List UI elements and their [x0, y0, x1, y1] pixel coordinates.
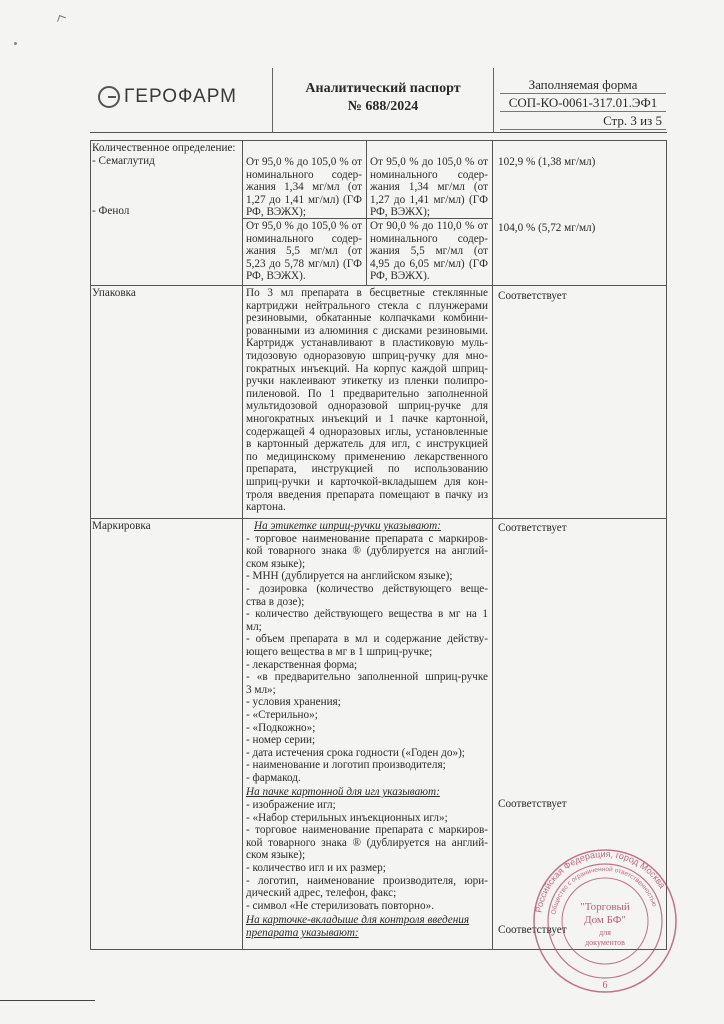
marking-line: - «Подкожно»; — [246, 721, 316, 734]
needle-box-section-title: На пачке картонной для игл указывают: — [246, 786, 440, 799]
assay-spec-semaglutide-release — [370, 156, 488, 219]
packaging-line: многократных инъекций и 1 пачке картонной, — [246, 412, 488, 425]
packaging-line: в картонный держатель для игл, с инструкцией — [246, 438, 488, 451]
marking-line: кой товарного знака ® (дублируется на англий- — [246, 545, 488, 558]
marking-line: - условия хранения; — [246, 696, 341, 709]
packaging-line: По 3 мл препарата в бесцветные стеклянные — [246, 287, 488, 299]
packaging-line: препарата, инструкцией по использованию — [246, 463, 488, 476]
spec-line: жания 1,34 мг/мл (от — [246, 181, 362, 194]
marking-line: кой товарного знака ® (дублируется на англий- — [246, 836, 488, 849]
spec-line: номинального содер- — [370, 232, 488, 245]
marking-line: - наименование и логотип производителя; — [246, 759, 446, 772]
marking-line: - объем препарата в мл и содержание действу- — [246, 633, 488, 646]
marking-line: - «Стерильно»; — [246, 708, 318, 721]
spec-line: 1,27 до 1,41 мг/мл) (ГФ — [370, 193, 488, 206]
header-divider — [272, 68, 273, 132]
packaging-line: гократных инъекций. На корпус каждой шприц- — [246, 362, 488, 375]
marking-line: - торговое наименование препарата с маркиров- — [246, 532, 488, 545]
page-number: Стр. 3 из 5 — [500, 112, 666, 130]
spec-line: номинального содер- — [246, 168, 362, 181]
spec-line: жания 1,34 мг/мл (от — [370, 181, 488, 194]
footer-rule — [0, 1000, 95, 1001]
spec-line: От 90,0 % до 110,0 % от — [370, 220, 488, 232]
spec-line: РФ, ВЭЖХ). — [370, 270, 430, 283]
packaging-line: Картридж устанавливают в пластиковую муль- — [246, 337, 488, 350]
marking-text — [246, 520, 488, 940]
assay-result-phenol: 104,0 % (5,72 мг/мл) — [498, 222, 596, 234]
packaging-text — [246, 287, 488, 514]
document-header — [90, 68, 667, 133]
form-label: Заполняемая форма — [500, 76, 666, 94]
assay-result-semaglutide: 102,9 % (1,38 мг/мл) — [498, 156, 596, 168]
marking-line: мл; — [246, 620, 262, 633]
marking-result-syringe: Соответствует — [498, 522, 567, 534]
assay-spec-phenol-release — [370, 220, 488, 283]
packaging-line: содержащей 4 одноразовых иглы, установленные — [246, 425, 488, 438]
spec-line: 5,23 до 5,78 мг/мл) (ГФ — [246, 257, 362, 270]
packaging-line: троля введения препарата помещают в пачку из — [246, 488, 488, 501]
header-divider — [493, 68, 494, 132]
stamp-center-line-2: Дом БФ" — [584, 914, 626, 926]
marking-line: - изображение игл; — [246, 799, 336, 812]
spec-line: РФ, ВЭЖХ); — [246, 206, 306, 219]
assay-spec-semaglutide — [246, 156, 362, 219]
spec-line: От 95,0 % до 105,0 % от — [370, 156, 488, 168]
spec-line: жания 5,5 мг/мл (от — [246, 245, 362, 258]
company-logo — [96, 80, 236, 120]
packaging-line: тидозовую одноразовую шприц-ручку для мно- — [246, 349, 488, 362]
stamp-number: 6 — [602, 980, 608, 991]
spec-line: От 95,0 % до 105,0 % от — [246, 156, 362, 168]
marking-line: - фармакод. — [246, 771, 301, 784]
analysis-table — [90, 140, 667, 950]
company-name: ГЕРОФАРМ — [124, 86, 237, 107]
spec-line: РФ, ВЭЖХ); — [370, 206, 430, 219]
assay-title: Количественное определение: — [92, 142, 236, 154]
marking-line: ства в дозе); — [246, 595, 305, 608]
marking-line: - «Набор стерильных инъекционных игл»; — [246, 811, 448, 824]
marking-line: - торговое наименование препарата с маркиров- — [246, 824, 488, 837]
marking-line: ском языке); — [246, 849, 306, 862]
marking-line: - МНН (дублируется на английском языке); — [246, 570, 453, 583]
stamp-center-line-1: "Торговый — [580, 901, 630, 913]
title-line-1: Аналитический паспорт — [305, 81, 461, 96]
scan-mark — [57, 15, 66, 24]
stamp-ring-text: Общество с ограниченной ответственностью — [550, 865, 658, 916]
form-info — [500, 76, 666, 130]
spec-line: От 95,0 % до 105,0 % от — [246, 220, 362, 232]
row-line — [90, 140, 667, 141]
syringe-label-section-title: На этикетке шприц-ручки указывают: — [254, 520, 441, 532]
row-line — [90, 518, 667, 519]
packaging-line: по медицинскому применению лекарственного — [246, 450, 488, 463]
packaging-line: пиленовой. По 1 предварительно заполненной — [246, 387, 488, 400]
marking-line: - «в предварительно заполненной шприц-ручке — [246, 671, 488, 684]
assay-semaglutide-label: - Семаглутид — [92, 154, 155, 167]
title-line-2: № 688/2024 — [347, 99, 419, 114]
stamp-center-line-3: для — [599, 928, 611, 937]
form-code: СОП-КО-0061-317.01.ЭФ1 — [500, 94, 666, 112]
packaging-line: шприц-ручки и карточкой-вкладышем для кон- — [246, 475, 488, 488]
packaging-line: картона. — [246, 501, 286, 514]
assay-phenol-label: - Фенол — [92, 205, 130, 218]
spec-line: жания 5,5 мг/мл (от — [370, 245, 488, 258]
column-line — [492, 140, 493, 950]
marking-line: - символ «Не стерилизовать повторно». — [246, 899, 435, 912]
marking-line: ском языке); — [246, 557, 306, 570]
marking-line: - количество действующего вещества в мг на 1 — [246, 608, 488, 621]
marking-result-insert: Соответствует — [498, 924, 567, 936]
marking-name: Маркировка — [92, 520, 151, 532]
packaging-line: рованными из алюминия с дисками резиновыми. — [246, 324, 488, 337]
column-line — [666, 140, 667, 950]
packaging-line: резиновыми, обкатанные колпачками комбини- — [246, 312, 488, 325]
column-line — [242, 140, 243, 950]
marking-line: ющего вещества в мг в 1 шприц-ручке; — [246, 645, 433, 658]
document-title — [280, 80, 486, 116]
marking-line: 3 мл»; — [246, 683, 276, 696]
company-stamp — [532, 848, 678, 994]
marking-line: дический адрес, телефон, факс; — [246, 887, 397, 900]
insert-card-section-title: На карточке-вкладыше для контроля введения — [246, 914, 470, 927]
insert-card-section-title-cont: препарата указывают: — [246, 927, 359, 939]
assay-spec-phenol — [246, 220, 362, 283]
marking-line: - дата истечения срока годности («Годен до»); — [246, 746, 465, 759]
packaging-result: Соответствует — [498, 290, 567, 302]
assay-name — [92, 142, 240, 218]
packaging-line: ручки наклеивают этикетку из пленки полипро- — [246, 375, 488, 388]
spec-line: номинального содер- — [246, 232, 362, 245]
marking-line: - дозировка (количество действующего веще- — [246, 582, 488, 595]
spec-line: 4,95 до 6,05 мг/мл) (ГФ — [370, 257, 488, 270]
column-line — [90, 140, 91, 950]
packaging-line: мультидозовой одноразовой шприц-ручке для — [246, 400, 488, 413]
stamp-outer-text: Российская Федерация, город Москва — [533, 848, 668, 914]
spec-line: 1,27 до 1,41 мг/мл) (ГФ — [246, 193, 362, 206]
marking-result-needles: Соответствует — [498, 798, 567, 810]
column-line — [366, 140, 367, 285]
scan-dot — [14, 42, 17, 45]
geropharm-logo-icon — [98, 86, 120, 108]
marking-line: - количество игл и их размер; — [246, 862, 386, 875]
packaging-line: картриджи нейтрального стекла с плунжерами — [246, 299, 488, 312]
spec-line: РФ, ВЭЖХ). — [246, 270, 306, 283]
marking-line: - лекарственная форма; — [246, 658, 358, 671]
packaging-name: Упаковка — [92, 287, 136, 299]
marking-line: - логотип, наименование производителя, юри- — [246, 874, 488, 887]
stamp-center-line-4: документов — [585, 938, 625, 947]
row-line — [90, 285, 667, 286]
marking-line: - номер серии; — [246, 734, 316, 747]
spec-line: номинального содер- — [370, 168, 488, 181]
